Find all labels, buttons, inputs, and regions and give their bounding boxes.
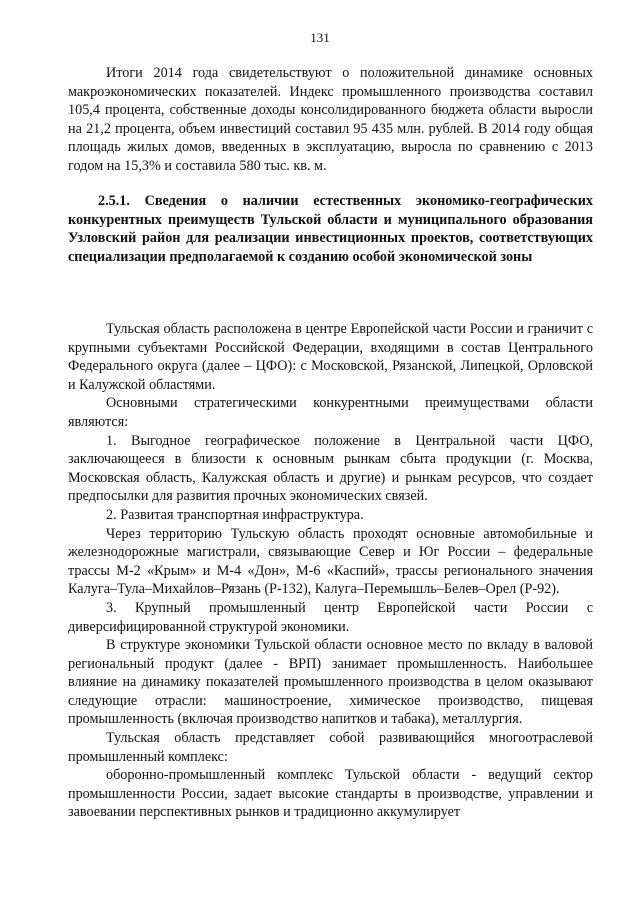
paragraph-advantage-1: 1. Выгодное географическое положение в Центральной части ЦФО, заключающееся в близости к основным рынкам сбыта продукции (г. Москва, Московская область, Калужская область и другие) и рынкам ресурсов, что создает предпосылки для развития прочных экономических связей. <box>68 432 593 505</box>
paragraph-defense-industry: оборонно-промышленный комплекс Тульской области - ведущий сектор промышленности России, задает высокие стандарты в производстве, управлении и завоевании перспективных рынков и традиционно аккумулирует <box>68 767 593 821</box>
paragraph-industrial-complex: Тульская область представляет собой развивающийся многоотраслевой промышленный комплекс: <box>68 730 593 765</box>
paragraph-advantage-3: 3. Крупный промышленный центр Европейской части России с диверсифицированной структурой экономики. <box>68 599 593 635</box>
paragraph-advantages-intro: Основными стратегическими конкурентными преимуществами области являются: <box>68 395 593 430</box>
paragraph-economy-structure: В структуре экономики Тульской области основное место по вкладу в валовой региональный продукт (далее - ВРП) занимает промышленность. Наибольшее влияние на динамику показателей промышленного производства в целом оказывают следующие отрасли: машиностроение, химическое производство, пищевая промышленность (включая производство напитков и табака), металлургия. <box>68 637 593 728</box>
section-heading: 2.5.1. Сведения о наличии естественных экономико-географических конкурентных преимуществ Тульской области и муниципального образования Узловский район для реализации инвестиционных проектов, соответствующих специализации предполагаемой к созданию особой экономической зоны <box>68 193 593 265</box>
page-number: 131 <box>310 30 330 45</box>
section-body <box>68 320 593 822</box>
intro-block <box>68 64 593 176</box>
paragraph-location: Тульская область расположена в центре Европейской части России и граничит с крупными субъектами Российской Федерации, входящими в состав Центрального Федерального округа (далее – ЦФО): с Московской, Рязанской, Липецкой, Орловской и Калужской областями. <box>68 321 593 393</box>
paragraph-advantage-2: 2. Развитая транспортная инфраструктура. <box>106 506 364 523</box>
intro-paragraph: Итоги 2014 года свидетельствуют о положительной динамике основных макроэкономических показателей. Индекс промышленного производства составил 105,4 процента, собственные доходы консолидированного бюджета области выросли на 21,2 процента, объем инвестиций составил 95 435 млн. рублей. В 2014 году общая площадь жилых домов, введенных в эксплуатацию, выросла по сравнению с 2013 годом на 15,3% и составила 580 тыс. кв. м. <box>68 65 593 174</box>
paragraph-transport: Через территорию Тульскую область проходят основные автомобильные и железнодорожные магистрали, связывающие Север и Юг России – федеральные трассы М-2 «Крым» и М-4 «Дон», М-6 «Каспий», трассы регионального значения Калуга–Тула–Михайлов–Рязань (Р-132), Калуга–Перемышль–Белев–Орел (Р-92). <box>68 525 593 598</box>
